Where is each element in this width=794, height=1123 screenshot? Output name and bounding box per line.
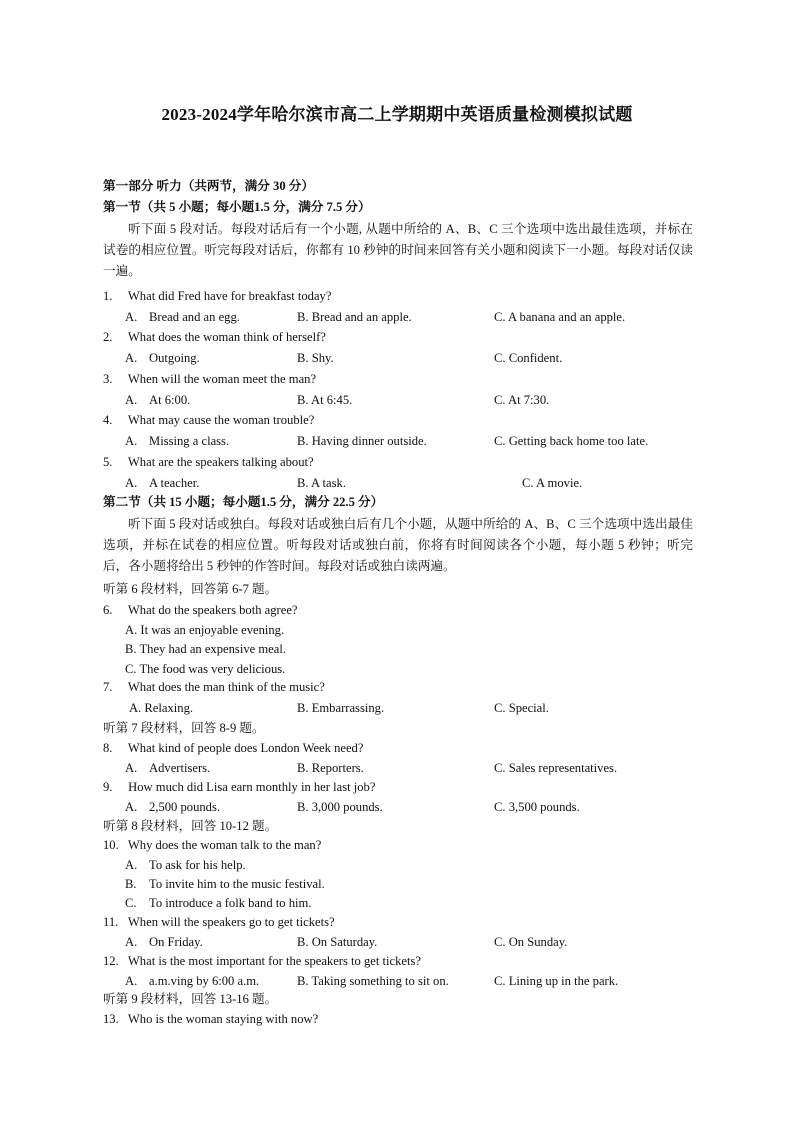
question-4 xyxy=(103,411,314,430)
section1-instructions: 听下面 5 段对话。每段对话后有一个小题, 从题中所给的 A、B、C 三个选项中选出最佳选项，并标在试卷的相应位置。听完每段对话后，你都有 10 秒钟的时间来回答有关小题和阅读下一小题。每段对话仅读一遍。 xyxy=(103,222,693,278)
question-number: 3. xyxy=(103,372,113,386)
option-a xyxy=(125,798,220,817)
question-number: 9. xyxy=(103,780,113,794)
option-b: B. They had an expensive meal. xyxy=(125,642,286,656)
question-number: 6. xyxy=(103,603,113,617)
question-11 xyxy=(103,913,335,932)
option-b: B. 3,000 pounds. xyxy=(297,800,383,814)
option-c: C. Sales representatives. xyxy=(494,761,618,775)
option-c: C. Getting back home too late. xyxy=(494,434,649,448)
exam-title: 2023-2024学年哈尔滨市高二上学期期中英语质量检测模拟试题 xyxy=(161,105,633,124)
option-b xyxy=(125,875,325,894)
option-a xyxy=(125,933,203,952)
option-a xyxy=(125,856,246,875)
question-2 xyxy=(103,328,326,347)
question-text: What does the man think of the music? xyxy=(127,680,325,694)
question-text: What did Fred have for breakfast today? xyxy=(127,289,332,303)
option-b: B. Bread and an apple. xyxy=(297,310,412,324)
question-text: Who is the woman staying with now? xyxy=(127,1012,319,1026)
option-text: Advertisers. xyxy=(149,761,211,775)
option-c: C. At 7:30. xyxy=(494,393,550,407)
material-9-note: 听第 9 段材料，回答 13-16 题。 xyxy=(103,992,278,1006)
option-b: B. Having dinner outside. xyxy=(297,434,427,448)
option-a xyxy=(125,474,199,493)
question-text: When will the woman meet the man? xyxy=(127,372,317,386)
question-number: 4. xyxy=(103,413,113,427)
question-text: When will the speakers go to get tickets? xyxy=(127,915,335,929)
question-number: 8. xyxy=(103,741,113,755)
option-c xyxy=(125,894,311,913)
question-13 xyxy=(103,1010,318,1029)
option-letter: A. xyxy=(125,935,138,949)
question-number: 2. xyxy=(103,330,113,344)
option-a xyxy=(125,759,210,778)
question-12 xyxy=(103,952,421,971)
option-text: 2,500 pounds. xyxy=(149,800,221,814)
option-text: To invite him to the music festival. xyxy=(149,877,325,891)
question-number: 10. xyxy=(103,838,119,852)
option-a xyxy=(125,349,200,368)
option-c: C. On Sunday. xyxy=(494,935,568,949)
option-text: Bread and an egg. xyxy=(149,310,240,324)
question-text: Why does the woman talk to the man? xyxy=(127,838,322,852)
option-c: C. Confident. xyxy=(494,351,563,365)
option-b: B. Embarrassing. xyxy=(297,701,385,715)
option-a: A. Relaxing. xyxy=(129,701,194,715)
option-b: B. On Saturday. xyxy=(297,935,378,949)
option-b: B. Reporters. xyxy=(297,761,364,775)
option-letter: A. xyxy=(125,761,138,775)
option-letter: A. xyxy=(125,310,138,324)
question-9 xyxy=(103,778,375,797)
material-8-note: 听第 8 段材料，回答 10-12 题。 xyxy=(103,819,278,833)
option-c: C. A banana and an apple. xyxy=(494,310,626,324)
option-letter: A. xyxy=(125,858,138,872)
question-number: 12. xyxy=(103,954,119,968)
option-a xyxy=(125,432,229,451)
option-letter: C. xyxy=(125,896,137,910)
question-number: 7. xyxy=(103,680,113,694)
question-3 xyxy=(103,370,316,389)
option-b: B. Taking something to sit on. xyxy=(297,974,449,988)
option-letter: A. xyxy=(125,800,138,814)
option-b: B. A task. xyxy=(297,476,346,490)
option-text: a.m.ving by 6:00 a.m. xyxy=(149,974,260,988)
part1-heading: 第一部分 听力（共两节，满分 30 分） xyxy=(103,179,314,193)
option-a xyxy=(125,391,190,410)
question-text: What do the speakers both agree? xyxy=(127,603,298,617)
section2-instructions: 听下面 5 段对话或独白。每段对话或独白后有几个小题，从题中所给的 A、B、C 三个选项中选出最佳选项，并标在试卷的相应位置。听每段对话或独白前，你将有时间阅读各个小题，每小题 5 秒钟；听完后，各小题将给出 5 秒钟的作答时间。每段对话或独白读两遍。 xyxy=(103,517,693,573)
option-c: C. Lining up in the park. xyxy=(494,974,619,988)
material-7-note: 听第 7 段材料，回答 8-9 题。 xyxy=(103,721,265,735)
question-number: 13. xyxy=(103,1012,119,1026)
question-text: What may cause the woman trouble? xyxy=(127,413,315,427)
option-letter: A. xyxy=(125,974,138,988)
option-text: To ask for his help. xyxy=(149,858,246,872)
question-text: What are the speakers talking about? xyxy=(127,455,314,469)
option-c: C. Special. xyxy=(494,701,549,715)
option-text: On Friday. xyxy=(149,935,203,949)
question-text: What kind of people does London Week need? xyxy=(127,741,364,755)
question-number: 11. xyxy=(103,915,119,929)
option-b: B. At 6:45. xyxy=(297,393,353,407)
option-text: A teacher. xyxy=(149,476,200,490)
question-5 xyxy=(103,453,314,472)
question-1 xyxy=(103,287,331,306)
question-8 xyxy=(103,739,363,758)
option-a xyxy=(125,972,259,991)
option-c: C. The food was very delicious. xyxy=(125,662,286,676)
option-a: A. It was an enjoyable evening. xyxy=(125,623,285,637)
material-6-note: 听第 6 段材料，回答第 6-7 题。 xyxy=(103,582,278,596)
question-text: How much did Lisa earn monthly in her last job? xyxy=(128,780,376,794)
option-letter: A. xyxy=(125,351,138,365)
question-text: What is the most important for the speakers to get tickets? xyxy=(127,954,421,968)
option-text: Missing a class. xyxy=(149,434,230,448)
option-letter: A. xyxy=(125,434,138,448)
question-number: 5. xyxy=(103,455,113,469)
question-number: 1. xyxy=(103,289,113,303)
question-10 xyxy=(103,836,321,855)
option-c: C. A movie. xyxy=(522,476,583,490)
question-text: What does the woman think of herself? xyxy=(127,330,326,344)
section1-heading: 第一节（共 5 小题；每小题1.5 分，满分 7.5 分） xyxy=(103,200,371,214)
section2-heading: 第二节（共 15 小题；每小题1.5 分，满分 22.5 分） xyxy=(103,495,384,509)
option-c: C. 3,500 pounds. xyxy=(494,800,580,814)
option-text: At 6:00. xyxy=(149,393,191,407)
option-letter: B. xyxy=(125,877,137,891)
question-7 xyxy=(103,678,325,697)
option-text: To introduce a folk band to him. xyxy=(149,896,312,910)
option-text: Outgoing. xyxy=(149,351,200,365)
option-letter: A. xyxy=(125,476,138,490)
question-6 xyxy=(103,601,298,620)
option-letter: A. xyxy=(125,393,138,407)
option-a xyxy=(125,308,240,327)
option-b: B. Shy. xyxy=(297,351,334,365)
